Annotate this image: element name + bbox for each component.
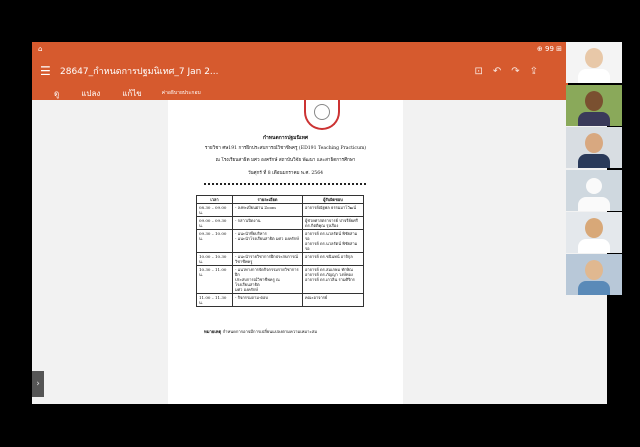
- doc-subtitle-2: ณ โรงเรียนสาธิต มศว องครักษ์ สถาบันวิจัย พัฒนา และสาธิตการศึกษา: [215, 158, 356, 163]
- tab-view[interactable]: ดู: [54, 88, 60, 98]
- note-text: กำหนดการอาจมีการเปลี่ยนแปลงตามความเหมาะสม: [222, 329, 318, 334]
- table-row: [197, 266, 364, 294]
- owner-cell: คณะอาจารย์: [303, 294, 364, 307]
- status-icons: ⊕ 99 ⊞: [536, 45, 562, 53]
- participant-head: [585, 218, 603, 238]
- schedule-table: [196, 195, 364, 307]
- participant-2-video[interactable]: [566, 85, 622, 126]
- owner-cell: อาจารย์ณัฐพล ธรรมมาโวัฒน์: [303, 204, 364, 217]
- document-title: 28647_กำหนดการปฐมนิเทศ_7 Jan 2...: [60, 67, 219, 77]
- page-icon[interactable]: ⊡: [474, 65, 483, 77]
- doc-heading: กำหนดการปฐมนิเทศ: [262, 135, 309, 141]
- participant-head: [586, 178, 602, 194]
- table-row: [197, 253, 364, 266]
- tab-convert[interactable]: แปลง: [81, 88, 101, 98]
- time-cell: 10.30 – 11.00 น.: [197, 266, 233, 294]
- participant-4-video[interactable]: [566, 170, 622, 211]
- participant-3-video[interactable]: [566, 127, 622, 168]
- detail-cell: - แนะนำที่ยบริหาร - แนะนำโรงเรียนสาธิต มศว องครักษ์: [233, 230, 303, 253]
- participant-body: [578, 112, 610, 126]
- participant-body: [578, 197, 610, 211]
- column-header: รายละเอียด: [233, 196, 303, 204]
- detail-cell: - ลงทะเบียนผ่าน Zoom: [233, 204, 303, 217]
- toolbar-actions: [474, 66, 538, 77]
- participant-body: [578, 239, 610, 253]
- owner-cell: อาจารย์ ดร.นวลรัตน์ พิชัยสามรอ อาจารย์ ดร.นวลรัตน์ พิชัยสามรอ: [303, 230, 364, 253]
- time-cell: 11.00 – 11.30 น.: [197, 294, 233, 307]
- participant-head: [585, 48, 603, 68]
- time-cell: 09.30 – 10.00 น.: [197, 230, 233, 253]
- participant-body: [578, 69, 610, 83]
- cast-icon: ⌂: [38, 45, 43, 53]
- detail-cell: - กล่าวเปิดงาน: [233, 217, 303, 230]
- note-label: หมายเหตุ: [204, 329, 222, 334]
- table-row: [197, 230, 364, 253]
- university-logo: [304, 100, 340, 130]
- tab-annotate[interactable]: ค่าอธิบายประกอบ: [161, 90, 201, 96]
- undo-icon[interactable]: ↶: [492, 65, 502, 77]
- doc-subtitle-3: วันศุกร์ ที่ 8 เดือนมกราคม พ.ศ. 2564: [247, 171, 324, 176]
- participant-head: [585, 133, 603, 153]
- table-row: [197, 294, 364, 307]
- redo-icon[interactable]: ↷: [511, 65, 520, 77]
- detail-cell: - แนวทางการจัดกิจกรรมรายวิชาการฝึก ประสบการณ์วิชาชีพครู ณ โรงเรียนสาธิต มศว องครักษ์: [233, 266, 303, 294]
- owner-cell: ผู้ช่วยศาสตราจารย์ ปาจรีย์ยศรี ดร.กิตติคุณ รุ่งเรือง: [303, 217, 364, 230]
- column-header: เวลา: [197, 196, 233, 204]
- tab-bar: [32, 86, 568, 100]
- participant-head: [585, 91, 603, 111]
- time-cell: 10.00 – 10.30 น.: [197, 253, 233, 266]
- share-icon[interactable]: ⇪: [529, 65, 538, 77]
- table-row: [197, 217, 364, 230]
- owner-cell: อาจารย์ ดร.ชนินทน์ อาจิกุล: [303, 253, 364, 266]
- table-row: [197, 204, 364, 217]
- time-cell: 08.30 – 09.00 น.: [197, 204, 233, 217]
- owner-cell: อาจารย์ ดร.สมเกษม ทักษิณ อาจารย์ ดร.ภัญญา วงษ์ทอง อาจารย์ ดร.เกวลิน รามศิริกร: [303, 266, 364, 294]
- app-toolbar: [32, 56, 568, 86]
- detail-cell: - กิจกรรมถาม-ตอบ: [233, 294, 303, 307]
- detail-cell: - แนะนำรายวิชาการฝึกประสบการณ์ วิชาชีพครู: [233, 253, 303, 266]
- expand-arrow-icon[interactable]: ›: [32, 371, 44, 397]
- participant-1-video[interactable]: [566, 42, 622, 83]
- participant-body: [578, 154, 610, 168]
- time-cell: 09.00 – 09.30 น.: [197, 217, 233, 230]
- status-bar: [32, 42, 568, 56]
- participant-body: [578, 281, 610, 295]
- doc-note: [204, 328, 317, 335]
- column-header: ผู้รับผิดชอบ: [303, 196, 364, 204]
- dotted-divider: [204, 183, 366, 185]
- participant-5-video[interactable]: [566, 212, 622, 253]
- document-page: [168, 100, 403, 404]
- participant-head: [585, 260, 603, 280]
- tab-edit[interactable]: แก้ไข: [122, 88, 142, 98]
- participant-6-video[interactable]: [566, 254, 622, 295]
- menu-icon[interactable]: ☰: [40, 64, 51, 78]
- doc-subtitle-1: รายวิชา ศษ191 การฝึกประสบการณ์วิชาชีพครู (ED191 Teaching Practicum): [204, 146, 367, 151]
